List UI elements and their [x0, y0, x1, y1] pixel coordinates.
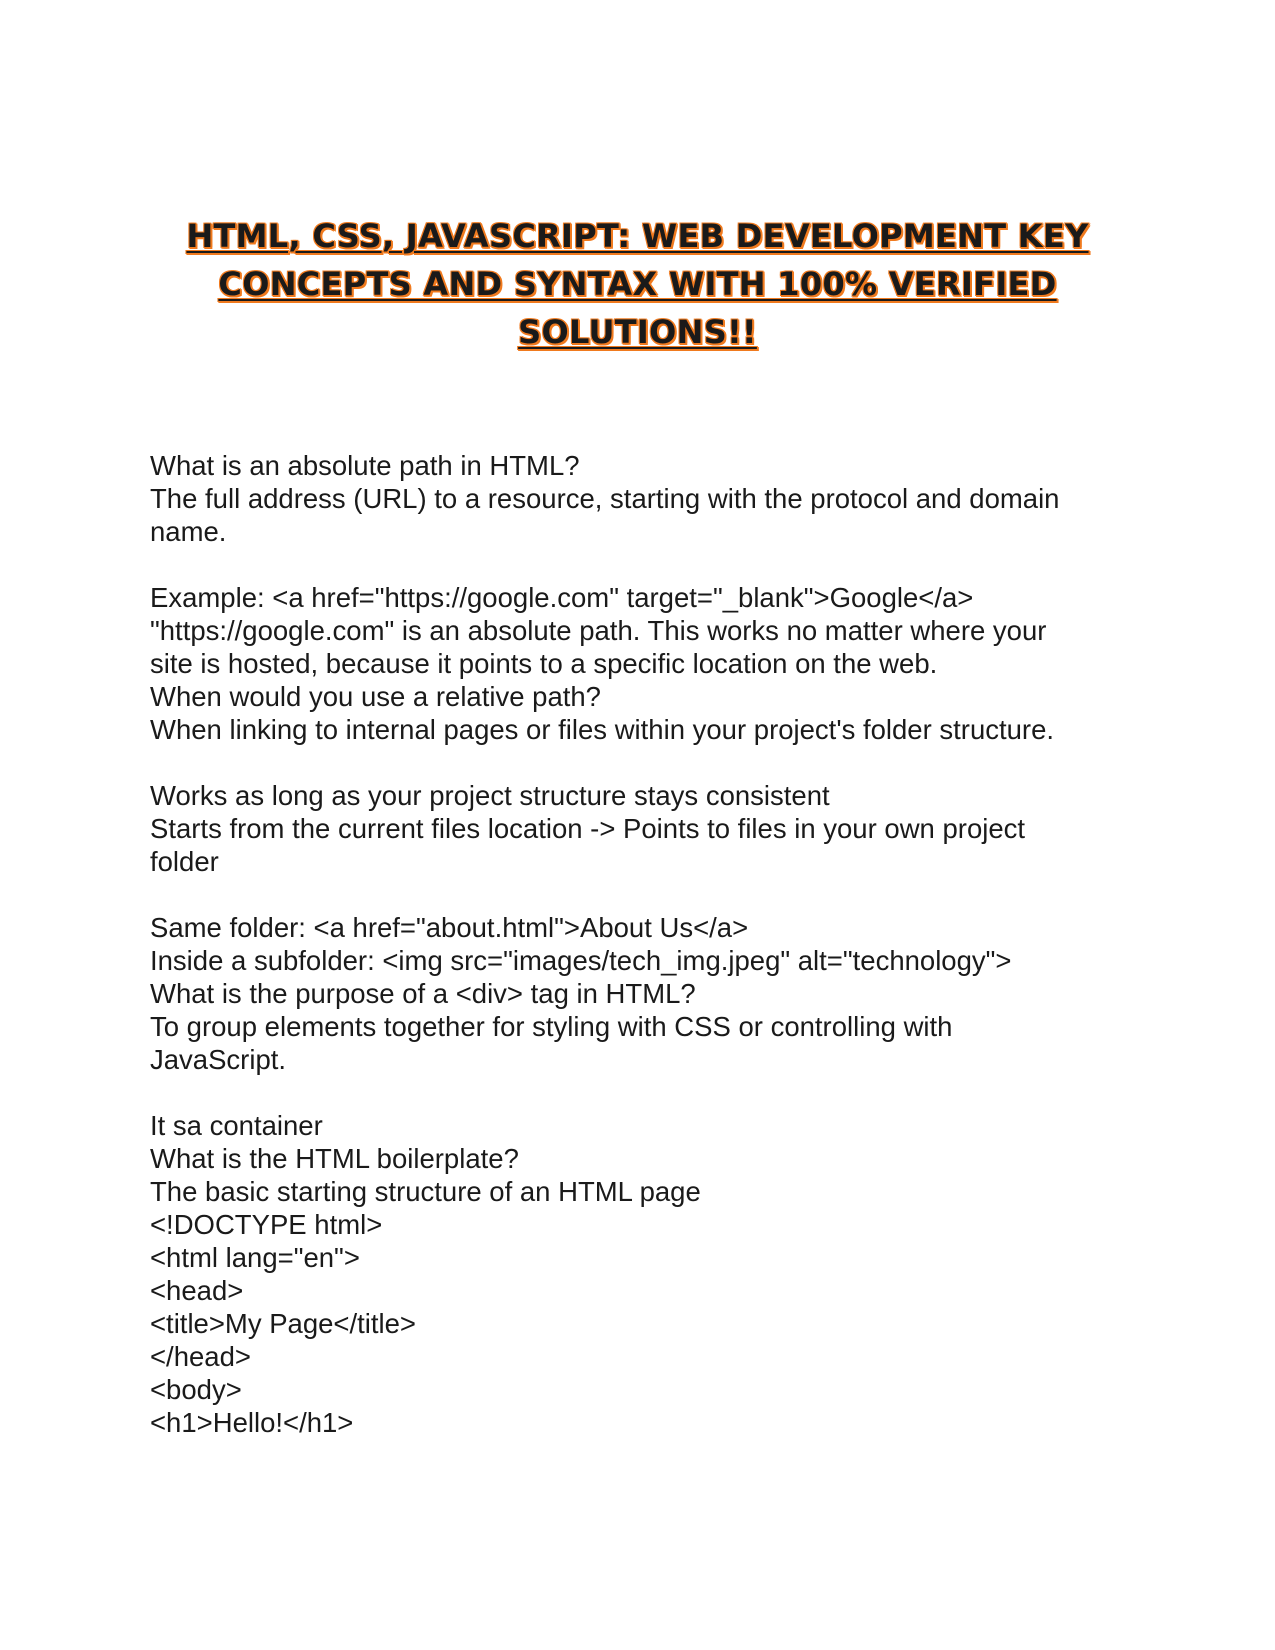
- absolute-path-example: Example: <a href="https://google.com" target="_blank">Google</a>: [150, 582, 974, 613]
- paragraph-gap: [150, 746, 1130, 779]
- document-body: [150, 449, 1130, 1439]
- answer-absolute-path-line: name.: [150, 516, 227, 547]
- absolute-path-explanation: site is hosted, because it points to a specific location on the web.: [150, 648, 938, 679]
- answer-div-purpose-line: To group elements together for styling with CSS or controlling with: [150, 1011, 953, 1042]
- relative-path-example: Inside a subfolder: <img src="images/tech_img.jpeg" alt="technology">: [150, 945, 1012, 976]
- code-line: <head>: [150, 1275, 244, 1306]
- code-line: <h1>Hello!</h1>: [150, 1407, 354, 1438]
- answer-html-boilerplate-line: The basic starting structure of an HTML page: [150, 1176, 701, 1207]
- document-title: [130, 212, 1145, 356]
- answer-relative-path-line: Starts from the current files location -> Points to files in your own project: [150, 813, 1026, 844]
- paragraph-gap: [150, 548, 1130, 581]
- answer-div-purpose-line: JavaScript.: [150, 1044, 287, 1075]
- title-line-1: HTML, CSS, JAVASCRIPT: WEB DEVELOPMENT KEY: [186, 217, 1089, 255]
- answer-relative-path-line: folder: [150, 846, 219, 877]
- code-line: <title>My Page</title>: [150, 1308, 416, 1339]
- answer-relative-path-line: Works as long as your project structure stays consistent: [150, 780, 830, 811]
- absolute-path-explanation: "https://google.com" is an absolute path. This works no matter where your: [150, 615, 1047, 646]
- code-line: </head>: [150, 1341, 251, 1372]
- paragraph-gap: [150, 878, 1130, 911]
- answer-relative-path-line: When linking to internal pages or files within your project's folder structure.: [150, 714, 1055, 745]
- answer-div-purpose-line: It sa container: [150, 1110, 323, 1141]
- title-line-3: SOLUTIONS!!: [518, 313, 757, 351]
- question-absolute-path: What is an absolute path in HTML?: [150, 450, 580, 481]
- relative-path-example: Same folder: <a href="about.html">About Us</a>: [150, 912, 749, 943]
- answer-absolute-path-line: The full address (URL) to a resource, starting with the protocol and domain: [150, 483, 1060, 514]
- code-line: <html lang="en">: [150, 1242, 360, 1273]
- paragraph-gap: [150, 1076, 1130, 1109]
- code-line: <body>: [150, 1374, 242, 1405]
- code-line: <!DOCTYPE html>: [150, 1209, 383, 1240]
- question-relative-path: When would you use a relative path?: [150, 681, 601, 712]
- title-line-2: CONCEPTS AND SYNTAX WITH 100% VERIFIED: [218, 265, 1057, 303]
- question-div-purpose: What is the purpose of a <div> tag in HTML?: [150, 978, 696, 1009]
- question-html-boilerplate: What is the HTML boilerplate?: [150, 1143, 519, 1174]
